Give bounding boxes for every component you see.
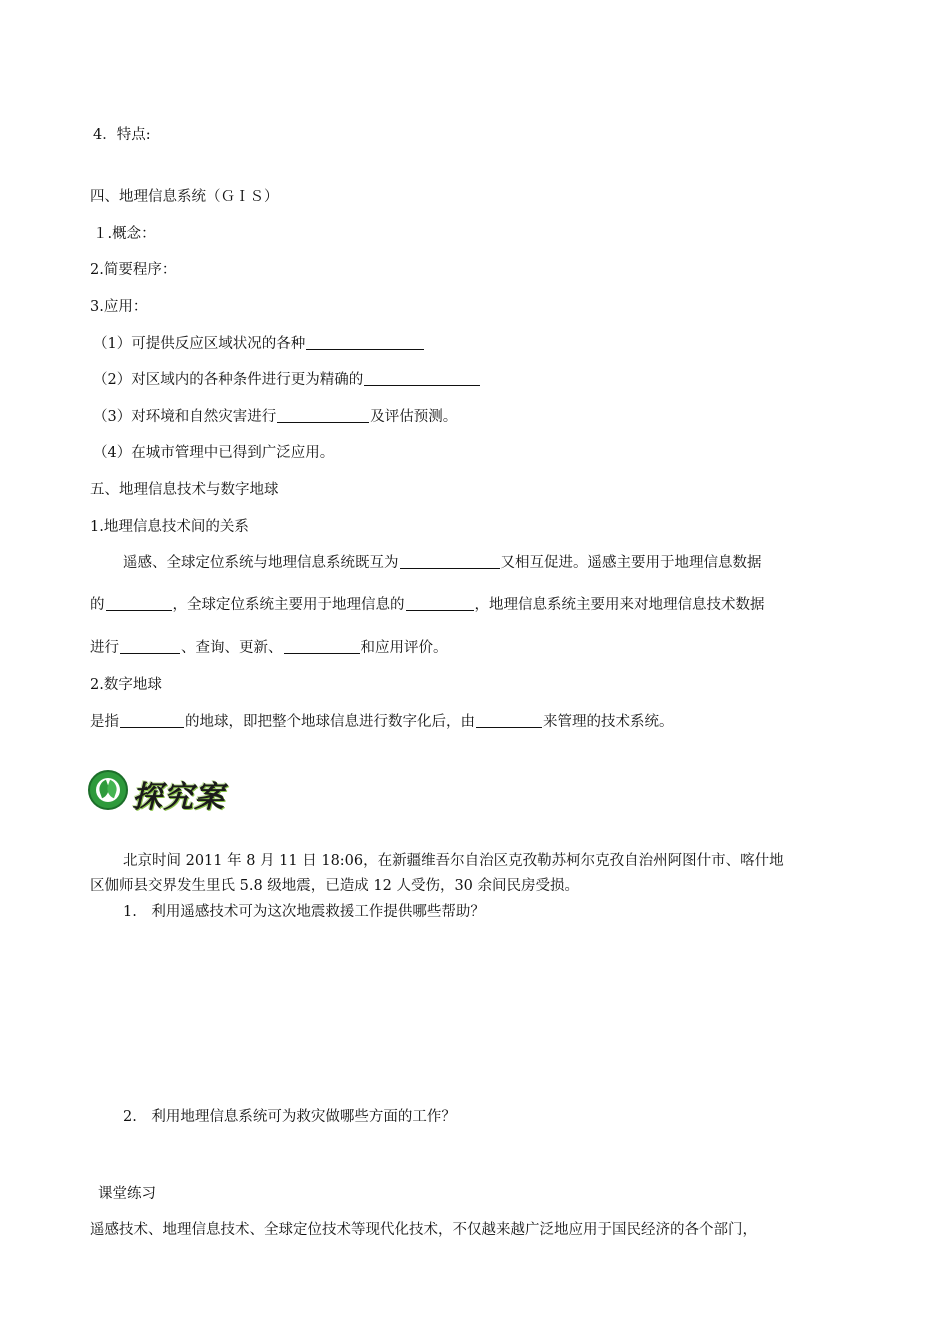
def-text: 的地球，即把整个地球信息进行数字化后，由 xyxy=(185,714,475,730)
para-text: 的 xyxy=(90,597,105,613)
question-2: 2. 利用地理信息系统可为救灾做哪些方面的工作？ xyxy=(123,1109,456,1125)
paragraph-line-2 xyxy=(90,598,765,613)
para-text: ，全球定位系统主要用于地理信息的 xyxy=(172,597,405,613)
line-app-2 xyxy=(93,373,481,388)
fill-blank[interactable] xyxy=(306,348,424,350)
earthquake-paragraph-line-1: 北京时间 2011 年 8 月 11 日 18:06，在新疆维吾尔自治区克孜勒苏柯尔克孜自治州阿图什市、喀什地 xyxy=(123,853,784,869)
line-digital-earth: 2.数字地球 xyxy=(90,677,162,693)
para-text: ，地理信息系统主要用来对地理信息技术数据 xyxy=(474,597,765,613)
para-text: 又相互促进。遥感主要用于地理信息数据 xyxy=(500,555,762,571)
app-3-text: （3）对环境和自然灾害进行 xyxy=(93,409,277,425)
line-app-3 xyxy=(93,410,457,425)
fill-blank[interactable] xyxy=(406,609,474,611)
line-app-1 xyxy=(93,337,425,352)
fill-blank[interactable] xyxy=(277,421,369,423)
heading-digital-earth: 五、地理信息技术与数字地球 xyxy=(90,482,279,498)
heading-classroom-practice: 课堂练习 xyxy=(98,1186,156,1202)
practice-paragraph-line-1: 遥感技术、地理信息技术、全球定位技术等现代化技术，不仅越来越广泛地应用于国民经济的各个部门， xyxy=(90,1222,757,1238)
fill-blank[interactable] xyxy=(476,726,542,728)
line-application: 3.应用： xyxy=(90,299,148,315)
question-1: 1. 利用遥感技术可为这次地震救援工作提供哪些帮助？ xyxy=(123,904,485,920)
earthquake-paragraph-line-2: 区伽师县交界发生里氏 5.8 级地震，已造成 12 人受伤，30 余间民房受损。 xyxy=(90,878,580,894)
line-procedure: 2.简要程序： xyxy=(90,262,177,278)
fill-blank[interactable] xyxy=(284,652,360,654)
def-text: 来管理的技术系统。 xyxy=(543,714,674,730)
fill-blank[interactable] xyxy=(400,567,500,569)
para-text: 遥感、全球定位系统与地理信息系统既互为 xyxy=(123,555,399,571)
school-logo-icon xyxy=(88,770,128,810)
line-features: 4．特点: xyxy=(93,127,151,143)
heading-gis: 四、地理信息系统（ＧＩＳ） xyxy=(90,189,279,205)
fill-blank[interactable] xyxy=(106,609,172,611)
fill-blank[interactable] xyxy=(120,726,184,728)
line-relationship: 1.地理信息技术间的关系 xyxy=(90,519,249,535)
app-2-text: （2）对区域内的各种条件进行更为精确的 xyxy=(93,372,364,388)
app-1-text: （1）可提供反应区域状况的各种 xyxy=(93,336,306,352)
para-text: 、查询、更新、 xyxy=(181,640,283,656)
paragraph-line-1 xyxy=(123,556,762,571)
line-app-4: （4）在城市管理中已得到广泛应用。 xyxy=(93,445,335,461)
fill-blank[interactable] xyxy=(364,384,480,386)
fill-blank[interactable] xyxy=(120,652,180,654)
section-banner-title: 探究案 xyxy=(132,780,225,815)
app-3-text-end: 及评估预测。 xyxy=(370,409,458,425)
paragraph-line-3 xyxy=(90,641,448,656)
para-text: 进行 xyxy=(90,640,119,656)
para-text: 和应用评价。 xyxy=(360,640,448,656)
line-definition xyxy=(90,715,674,730)
def-text: 是指 xyxy=(90,714,119,730)
line-concept: １.概念： xyxy=(93,226,156,242)
